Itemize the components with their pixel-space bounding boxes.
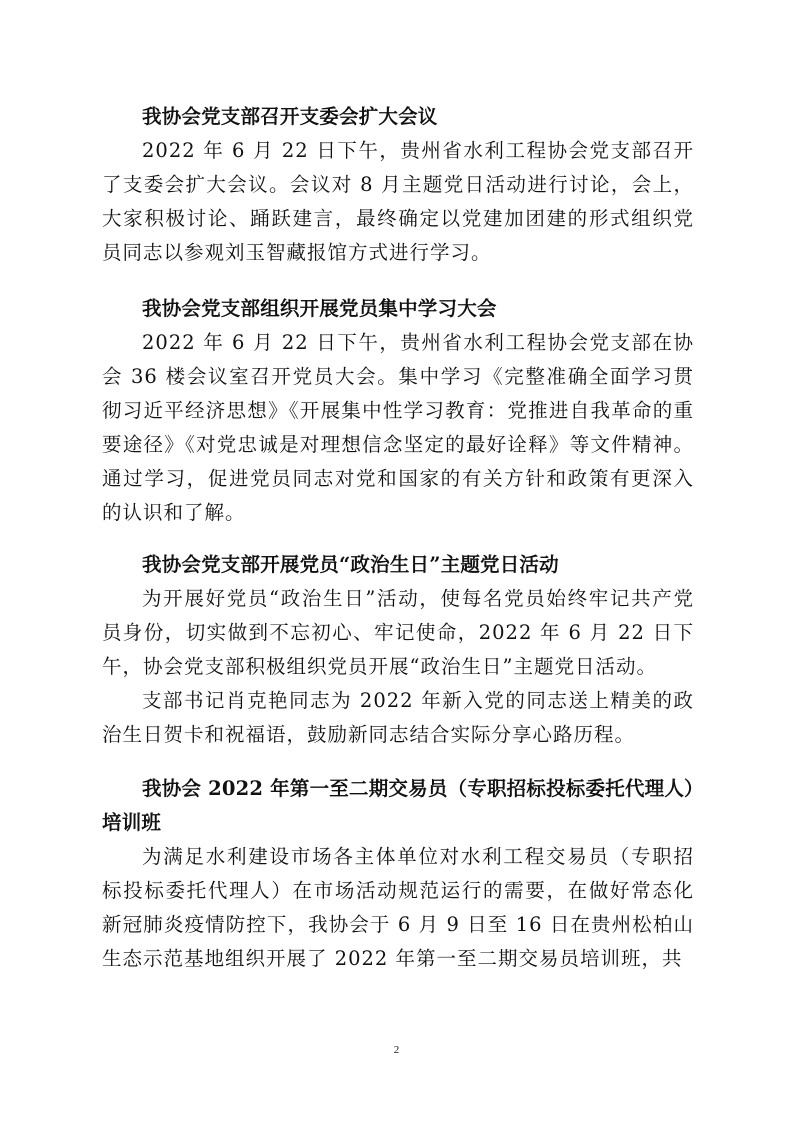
section-paragraph: 为开展好党员“政治生日”活动，使每名党员始终牢记共产党员身份，切实做到不忘初心、牢记使命，2022 年 6 月 22 日下午，协会党支部积极组织党员开展“政治生日”主题党日活动。 xyxy=(102,587,694,678)
section-paragraph: 为满足水利建设市场各主体单位对水利工程交易员（专职招标投标委托代理人）在市场活动规范运行的需要，在做好常态化新冠肺炎疫情防控下，我协会于 6 月 9 日至 16 日在贵州松柏山生态示范基地组织开展了 2022 年第一至二期交易员培训班，共 xyxy=(102,845,694,970)
section-heading: 我协会党支部召开支委会扩大会议 xyxy=(142,105,438,128)
news-section-trader-training xyxy=(102,772,694,976)
section-heading: 我协会党支部组织开展党员集中学习大会 xyxy=(142,297,497,320)
section-paragraph: 2022 年 6 月 22 日下午，贵州省水利工程协会党支部召开了支委会扩大会议。会议对 8 月主题党日活动进行讨论，会上，大家积极讨论、踊跃建言，最终确定以党建加团建的形式组织党员同志以参观刘玉智藏报馆方式进行学习。 xyxy=(102,139,694,264)
section-heading: 我协会党支部开展党员“政治生日”主题党日活动 xyxy=(142,553,559,576)
page-number: 2 xyxy=(393,1044,400,1056)
news-section-study-meeting xyxy=(102,292,694,530)
section-paragraph: 2022 年 6 月 22 日下午，贵州省水利工程协会党支部在协会 36 楼会议室召开党员大会。集中学习《完整准确全面学习贯彻习近平经济思想》《开展集中性学习教育：党推进自我革命的重要途径》《对党忠诚是对理想信念坚定的最好诠释》等文件精神。通过学习，促进党员同志对党和国家的有关方针和政策有更深入的认识和了解。 xyxy=(102,331,694,524)
section-heading: 我协会 2022 年第一至二期交易员（专职招标投标委托代理人）培训班 xyxy=(102,777,694,834)
section-paragraph: 支部书记肖克艳同志为 2022 年新入党的同志送上精美的政治生日贺卡和祝福语，鼓励新同志结合实际分享心路历程。 xyxy=(102,689,694,746)
news-section-committee-meeting xyxy=(102,100,694,270)
news-section-political-birthday xyxy=(102,548,694,752)
